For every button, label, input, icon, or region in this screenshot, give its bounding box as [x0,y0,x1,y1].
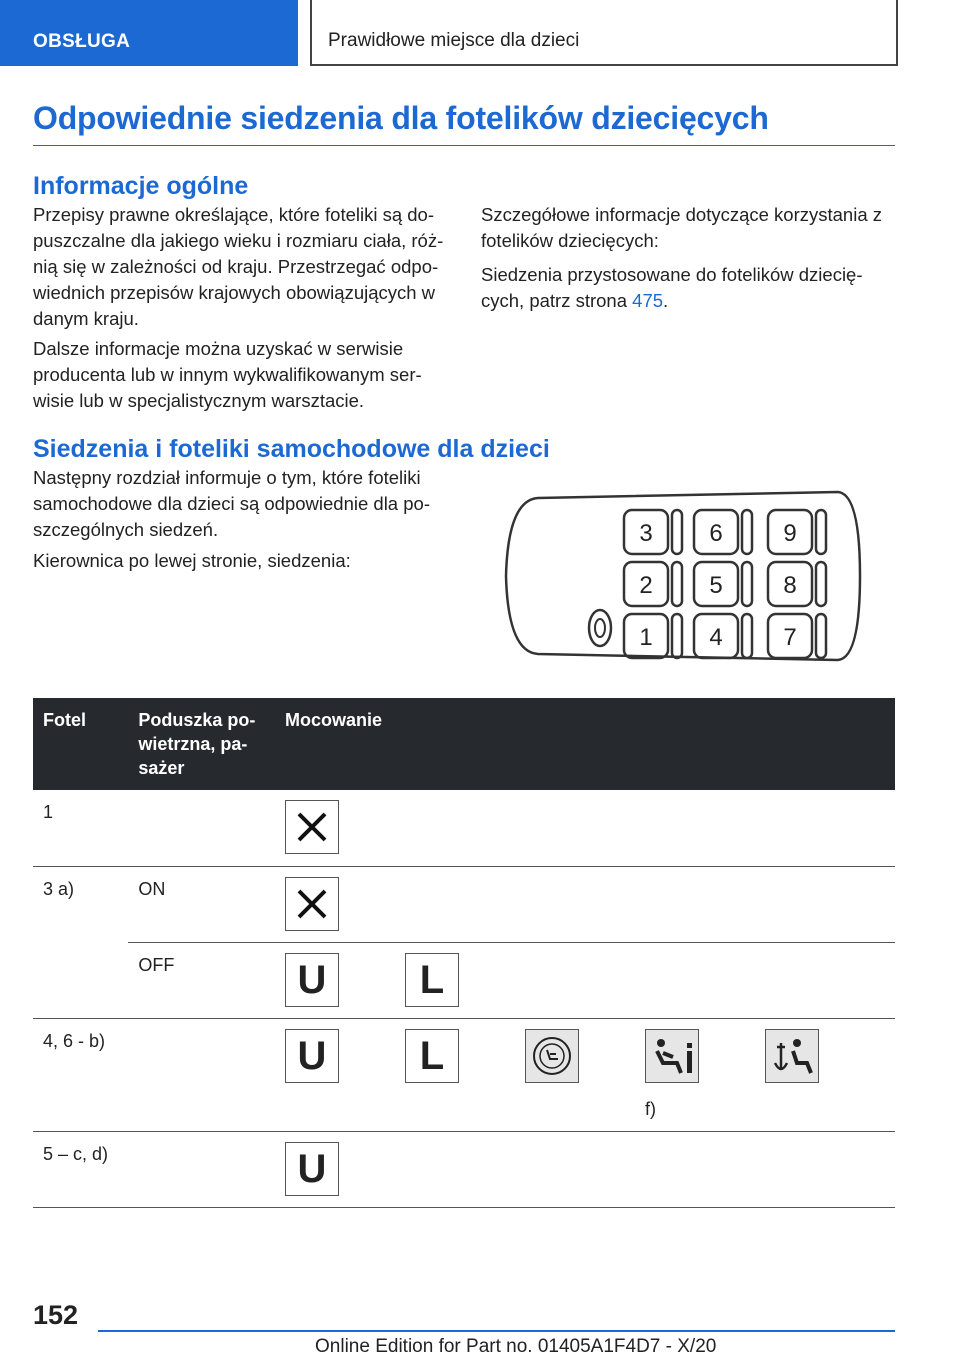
seats-heading: Siedzenia i foteliki samochodowe dla dzieci [33,435,550,463]
cell-mounting [275,790,895,866]
limited-letter: L [419,1033,445,1078]
seat-number-label: 2 [639,572,653,599]
universal-letter: U [297,1033,327,1078]
seat-1 [624,614,682,658]
seat-number-label: 9 [783,520,797,547]
edition-note: Online Edition for Part no. 01405A1F4D7 - X/20 [315,1336,717,1357]
section-label: OBSŁUGA [33,31,131,52]
page-title: Odpowiednie siedzenia dla fotelików dziecięcych [33,100,769,136]
table-row [33,942,895,1018]
universal-icon [285,1142,339,1196]
cell-seat [33,942,128,1018]
general-p3: Szczegółowe informacje dotyczące korzystania z fotelików dziecięcych: [481,204,883,251]
chapter-label: Prawidłowe miejsce dla dzieci [328,30,580,51]
general-p4-text: Siedzenia przystosowane do fotelików dziecię-cych, patrz strona [481,264,863,311]
cell-mounting [275,942,895,1018]
seat-number-label: 6 [709,520,723,547]
universal-icon [285,1029,339,1083]
seat-6 [694,510,752,554]
cell-mounting [275,1131,895,1207]
seat-number-label: 1 [639,624,653,651]
seats-p2: Kierownica po lewej stronie, siedzenia: [33,550,351,571]
cell-seat: 5 – c, d) [33,1131,128,1207]
col-header-airbag: Poduszka po-wietrzna, pa-sażer [128,698,275,790]
universal-letter: U [297,1146,327,1191]
cell-airbag: OFF [128,942,275,1018]
general-p1: Przepisy prawne określające, które foteliki są do-puszczalne dla jakiego wieku i rozmiaru ciała, róż-nią się w zależności od kraju. Przestrzegać odpo-wiednich przepisów krajowych obowiązujących w danym kraju. [33,204,444,329]
col-header-seat: Fotel [33,698,128,790]
isofix-circle-icon [525,1029,579,1083]
seat-3 [624,510,682,554]
seat-number-label: 5 [709,572,723,599]
seat-9 [768,510,826,554]
cell-seat: 3 a) [43,878,75,899]
seat-4 [694,614,752,658]
cell-airbag [128,1131,275,1207]
general-p4 [481,262,901,314]
cell-airbag [128,1018,275,1131]
seats-p1: Następny rozdział informuje o tym, które foteliki samochodowe dla dzieci są odpowiednie dla po-szczególnych siedzeń. [33,467,430,540]
cell-mounting [275,866,895,942]
seat-7 [768,614,826,658]
cross-icon [285,877,339,931]
cell-mounting [275,1018,895,1131]
general-p2: Dalsze informacje można uzyskać w serwisie producenta lub w innym wykwalifikowanym ser-wisie lub w specjalistycznym warsztacie. [33,338,422,411]
footer-rule [98,1330,895,1332]
page-number: 152 [33,1300,79,1330]
cell-seat: 4, 6 - b) [33,1018,128,1131]
cell-seat: 1 [33,790,128,866]
general-heading: Informacje ogólne [33,172,249,200]
seat-8 [768,562,826,606]
universal-icon [285,953,339,1007]
seat-number-label: 8 [783,572,797,599]
page-link[interactable]: 475 [632,290,664,311]
limited-icon [405,1029,459,1083]
seat-grid [624,510,826,658]
universal-letter: U [297,957,327,1002]
table-row [33,1131,895,1207]
seat-number-label: 3 [639,520,653,547]
table-row [33,866,895,942]
seat-number-label: 4 [709,624,723,651]
limited-icon [405,953,459,1007]
footnote-marker: f) [645,1098,656,1119]
general-p4-end: . [663,290,669,311]
seat-number-label: 7 [783,624,797,651]
col-header-mounting: Mocowanie [275,698,895,790]
table-row [33,790,895,866]
isize-icon [645,1029,699,1083]
title-rule [33,145,895,146]
seat-5 [694,562,752,606]
cell-airbag: ON [128,866,275,942]
cell-airbag [128,790,275,866]
chapter-box [310,0,898,66]
table-row [33,1018,895,1131]
steering-wheel-icon [589,610,611,646]
seat-layout-diagram [498,488,864,664]
seat-compatibility-table [33,698,895,1208]
seat-2 [624,562,682,606]
section-tab [0,0,298,66]
cross-icon [285,800,339,854]
limited-letter: L [419,957,445,1002]
anchor-seat-icon [765,1029,819,1083]
